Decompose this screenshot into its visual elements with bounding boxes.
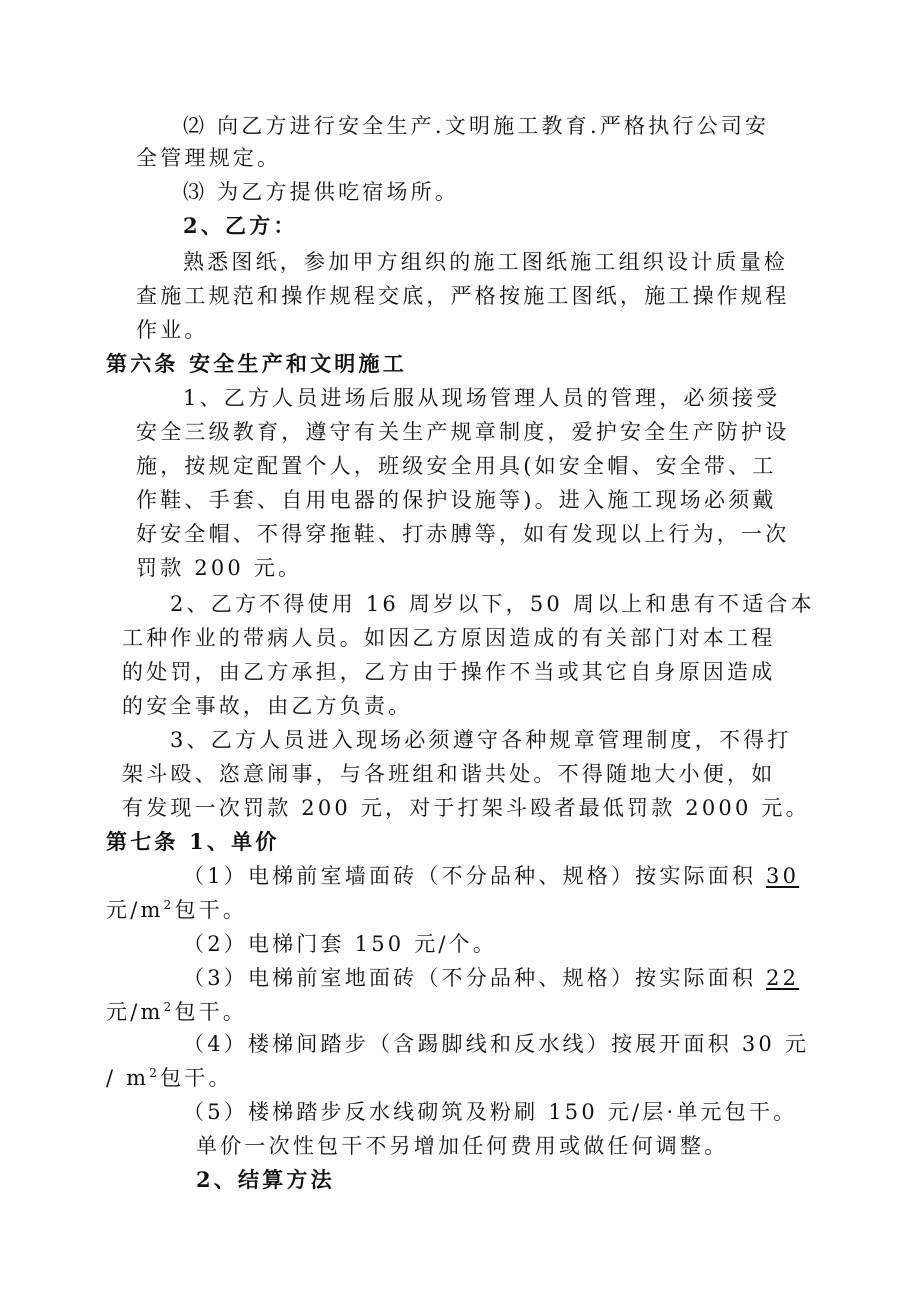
paragraph-line: 全管理规定。 (136, 146, 282, 170)
subsection-heading: 2、结算方法 (196, 1167, 335, 1192)
paragraph-line: 作鞋、手套、自用电器的保护设施等)。进入施工现场必须戴 (136, 488, 777, 512)
paragraph-line: 的安全事故，由乙方负责。 (122, 694, 413, 718)
price-unit-text: 元/m (106, 1000, 164, 1024)
paragraph-line: 安全三级教育，遵守有关生产规章制度，爱护安全生产防护设 (136, 420, 790, 444)
price-item-text: （1）电梯前室墙面砖（不分品种、规格）按实际面积 (183, 864, 767, 888)
price-item-line: （5）楼梯踏步反水线砌筑及粉刷 150 元/层·单元包干。 (183, 1100, 798, 1124)
price-unit-text: 元/m (106, 898, 164, 922)
price-value: 30 (766, 864, 800, 888)
superscript: 2 (163, 898, 175, 912)
paragraph-line: 熟悉图纸，参加甲方组织的施工图纸施工组织设计质量检 (183, 250, 788, 274)
paragraph-line: 作业。 (136, 318, 209, 342)
article-heading: 第六条 安全生产和文明施工 (106, 351, 407, 376)
price-item-line (183, 862, 799, 890)
paragraph-line: 有发现一次罚款 200 元，对于打架斗殴者最低罚款 2000 元。 (122, 796, 810, 820)
price-value: 22 (766, 966, 800, 990)
paragraph-line: ⑵ 向乙方进行安全生产.文明施工教育.严格执行公司安 (183, 114, 770, 138)
price-unit-line (106, 896, 247, 924)
price-unit-text: 包干。 (160, 1066, 233, 1090)
paragraph-line: 好安全帽、不得穿拖鞋、打赤膊等，如有发现以上行为，一次 (136, 522, 790, 546)
paragraph-line: 的处罚，由乙方承担，乙方由于操作不当或其它自身原因造成 (122, 660, 776, 684)
price-item-line (183, 964, 799, 992)
paragraph-line: 1、乙方人员进场后服从现场管理人员的管理，必须接受 (183, 386, 781, 410)
superscript: 2 (163, 1000, 175, 1014)
paragraph-line: 罚款 200 元。 (136, 556, 303, 580)
price-unit-text: / m (106, 1066, 150, 1090)
superscript: 2 (149, 1066, 161, 1080)
paragraph-line: 3、乙方人员进入现场必须遵守各种规章管理制度，不得打 (170, 728, 792, 752)
price-unit-line (106, 998, 247, 1026)
price-unit-text: 包干。 (174, 1000, 248, 1024)
price-item-line: （2）电梯门套 150 元/个。 (183, 932, 498, 956)
paragraph-line: 施，按规定配置个人，班级安全用具(如安全帽、安全带、工 (136, 454, 777, 478)
paragraph-line: 工种作业的带病人员。如因乙方原因造成的有关部门对本工程 (122, 626, 776, 650)
paragraph-line: 单价一次性包干不另增加任何费用或做任何调整。 (196, 1134, 729, 1158)
price-item-line: （4）楼梯间踏步（含踢脚线和反水线）按展开面积 30 元 (183, 1032, 810, 1056)
paragraph-line: 查施工规范和操作规程交底，严格按施工图纸，施工操作规程 (136, 284, 790, 308)
price-unit-line (106, 1064, 233, 1092)
article-heading: 第七条 1、单价 (106, 829, 280, 854)
subsection-heading: 2、乙方： (183, 213, 298, 238)
price-item-text: （3）电梯前室地面砖（不分品种、规格）按实际面积 (183, 966, 767, 990)
paragraph-line: ⑶ 为乙方提供吃宿场所。 (183, 180, 460, 204)
paragraph-line: 2、乙方不得使用 16 周岁以下，50 周以上和患有不适合本 (170, 592, 815, 616)
paragraph-line: 架斗殴、恣意闹事，与各班组和谐共处。不得随地大小便，如 (122, 762, 776, 786)
price-unit-text: 包干。 (174, 898, 248, 922)
